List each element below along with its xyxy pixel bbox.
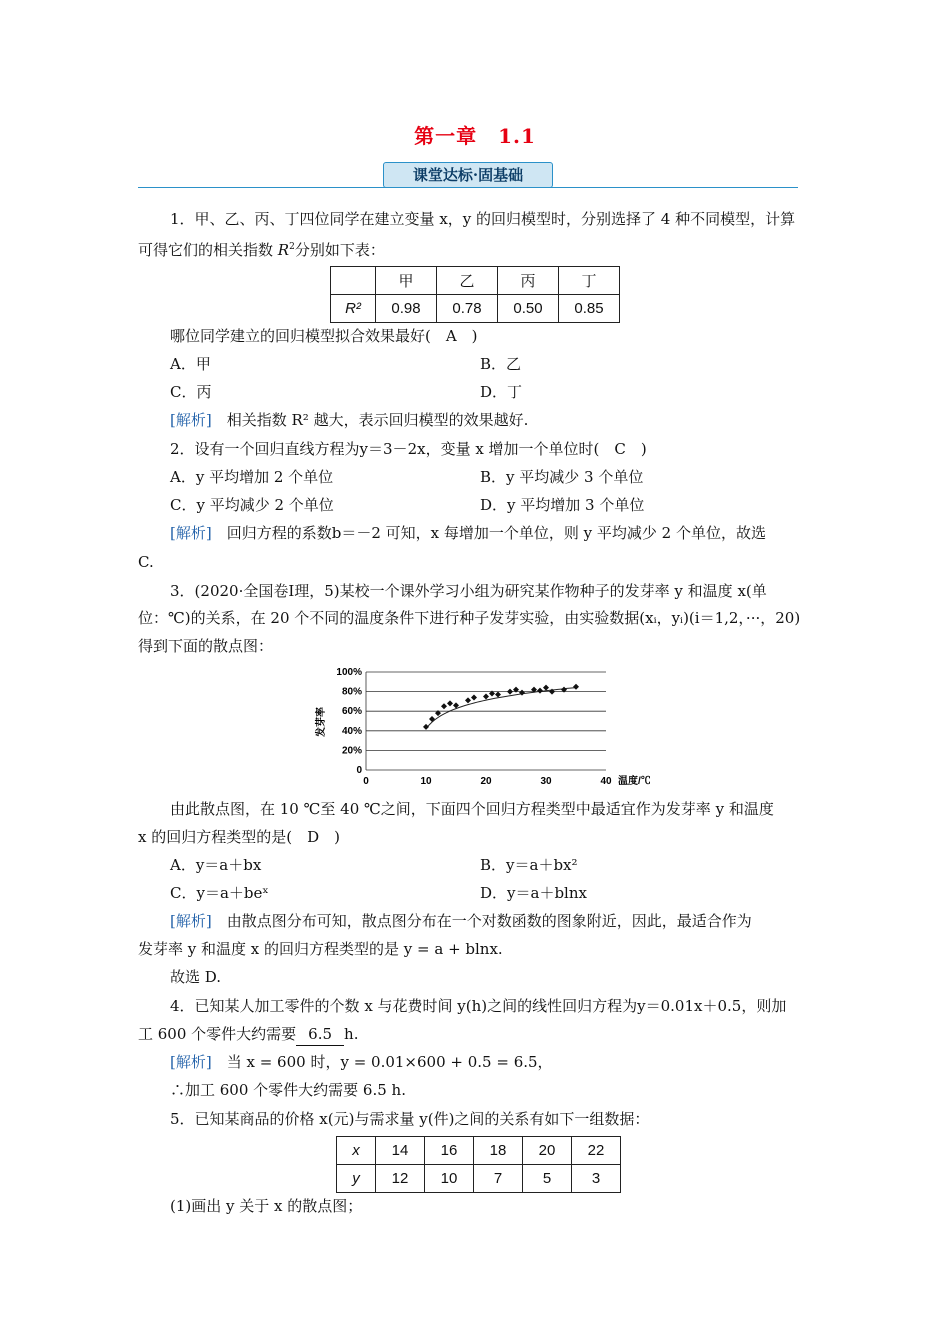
q4-stem-line1: 4．已知某人加工零件的个数 x 与花费时间 y(h)之间的线性回归方程为y＝0.01x＋0.5，则加: [170, 997, 787, 1015]
analysis-tag: [解析]: [170, 411, 212, 429]
table-cell: 7: [474, 1165, 523, 1193]
y-tick-label: 40%: [341, 725, 362, 737]
table-cell: 20: [523, 1137, 572, 1165]
table-cell: R²: [331, 295, 376, 323]
q5-data-table: [336, 1136, 621, 1193]
analysis-tag: [解析]: [170, 912, 212, 930]
q2-option-d: D．y 平均增加 3 个单位: [480, 496, 645, 514]
table-cell: 3: [572, 1165, 621, 1193]
x-tick-label: 20: [480, 776, 492, 787]
q1-r2-table: [330, 266, 620, 323]
x-tick-label: 10: [420, 776, 432, 787]
table-cell: 16: [425, 1137, 474, 1165]
table-cell: 丁: [559, 267, 620, 295]
q1-stem-line1: 1．甲、乙、丙、丁四位同学在建立变量 x，y 的回归模型时，分别选择了 4 种不同模型，计算: [170, 210, 796, 228]
data-point: [471, 694, 477, 700]
table-cell: 0.85: [559, 295, 620, 323]
q3-option-a: A．y＝a＋bx: [170, 856, 262, 874]
table-cell: 22: [572, 1137, 621, 1165]
data-point: [447, 700, 453, 706]
table-cell: 0.98: [376, 295, 437, 323]
analysis-tag: [解析]: [170, 524, 212, 542]
q3-option-d: D．y＝a＋blnx: [480, 884, 587, 902]
q5-part1: (1)画出 y 关于 x 的散点图；: [170, 1197, 363, 1215]
x-tick-label: 0: [363, 776, 369, 787]
q2-option-c: C．y 平均减少 2 个单位: [170, 496, 334, 514]
q2-analysis-line1: [解析] 回归方程的系数b＝－2 可知，x 每增加一个单位，则 y 平均减少 2 个单位，故选: [170, 524, 766, 542]
q3-option-b: B．y＝a＋bx²: [480, 856, 578, 874]
q1-stem-line2: 可得它们的相关指数 $R^2$分别如下表：: [138, 241, 385, 259]
table-cell: 12: [376, 1165, 425, 1193]
q3-stem-line2: 位：℃)的关系，在 20 个不同的温度条件下进行种子发芽实验，由实验数据(xᵢ，yᵢ)(i＝1,2，···，20): [138, 609, 801, 627]
header-divider: [138, 187, 798, 188]
q4-conclusion: ∴加工 600 个零件大约需要 6.5 h.: [170, 1081, 406, 1099]
germination-scatter-chart: [310, 660, 670, 790]
table-header-row: [331, 267, 620, 295]
y-tick-label: 100%: [336, 667, 362, 678]
table-cell: 丙: [498, 267, 559, 295]
answer-blank: 6.5: [296, 1023, 344, 1046]
q4-stem-line2: 工 600 个零件大约需要 6.5 h.: [138, 1023, 358, 1046]
x-tick-label: 40: [600, 776, 612, 787]
table-cell: 0.78: [437, 295, 498, 323]
section-banner: 课堂达标·固基础: [383, 162, 553, 188]
data-point: [465, 697, 471, 703]
data-point: [519, 690, 525, 696]
table-cell: y: [337, 1165, 376, 1193]
q2-stem: 2．设有一个回归直线方程为y＝3－2x，变量 x 增加一个单位时( C ): [170, 440, 647, 458]
table-row: [337, 1165, 621, 1193]
x-axis-label: 温度/℃: [618, 776, 651, 787]
q3-analysis-line2: 发芽率 y 和温度 x 的回归方程类型的是 y = a + blnx.: [138, 940, 503, 958]
q3-conclusion: 故选 D.: [170, 968, 222, 986]
table-cell: 18: [474, 1137, 523, 1165]
q2-analysis-line2: C.: [138, 553, 154, 571]
table-row: [337, 1137, 621, 1165]
q4-analysis: [解析] 当 x = 600 时，y = 0.01×600 + 0.5 = 6.5，: [170, 1053, 553, 1071]
q1-option-b: B．乙: [480, 355, 522, 373]
q3-option-c: C．y＝a＋beˣ: [170, 884, 269, 902]
q3-question-line2: x 的回归方程类型的是( D ): [138, 828, 340, 846]
table-cell: 乙: [437, 267, 498, 295]
table-cell: x: [337, 1137, 376, 1165]
y-tick-label: 60%: [341, 706, 362, 718]
data-point: [423, 724, 429, 730]
q1-option-c: C．丙: [170, 383, 212, 401]
table-cell: 5: [523, 1165, 572, 1193]
table-cell: 14: [376, 1137, 425, 1165]
data-point: [573, 684, 579, 690]
y-tick-label: 20%: [341, 745, 362, 757]
q1-question: 哪位同学建立的回归模型拟合效果最好( A ): [170, 327, 478, 345]
q1-option-d: D．丁: [480, 383, 523, 401]
analysis-tag: [解析]: [170, 1053, 212, 1071]
data-point: [495, 692, 501, 698]
fitted-curve: [426, 688, 576, 729]
table-cell: 10: [425, 1165, 474, 1193]
table-row: [331, 295, 620, 323]
data-point: [543, 685, 549, 691]
table-cell: 0.50: [498, 295, 559, 323]
q5-stem: 5．已知某商品的价格 x(元)与需求量 y(件)之间的关系有如下一组数据：: [170, 1110, 650, 1128]
data-point: [537, 688, 543, 694]
q2-option-b: B．y 平均减少 3 个单位: [480, 468, 644, 486]
page-title: 第一章 1.1: [414, 124, 536, 148]
data-point: [507, 689, 513, 695]
y-tick-label: 0: [356, 765, 362, 776]
q2-option-a: A．y 平均增加 2 个单位: [170, 468, 334, 486]
y-tick-label: 80%: [341, 686, 362, 698]
data-point: [441, 703, 447, 709]
q3-stem-line3: 得到下面的散点图：: [138, 637, 274, 655]
q3-analysis-line1: [解析] 由散点图分布可知，散点图分布在一个对数函数的图象附近，因此，最适合作为: [170, 912, 752, 930]
data-point: [483, 694, 489, 700]
y-axis-label: 发芽率: [316, 707, 327, 737]
q1-analysis: [解析] 相关指数 R² 越大，表示回归模型的效果越好.: [170, 411, 529, 429]
q3-stem-line1: 3．(2020·全国卷Ⅰ理，5)某校一个课外学习小组为研究某作物种子的发芽率 y 和温度 x(单: [170, 582, 767, 600]
q3-question-line1: 由此散点图，在 10 ℃至 40 ℃之间，下面四个回归方程类型中最适宜作为发芽率 y 和温度: [170, 800, 774, 818]
table-cell: [331, 267, 376, 295]
table-cell: 甲: [376, 267, 437, 295]
data-point: [429, 716, 435, 722]
x-tick-label: 30: [540, 776, 552, 787]
q1-option-a: A．甲: [170, 355, 211, 373]
